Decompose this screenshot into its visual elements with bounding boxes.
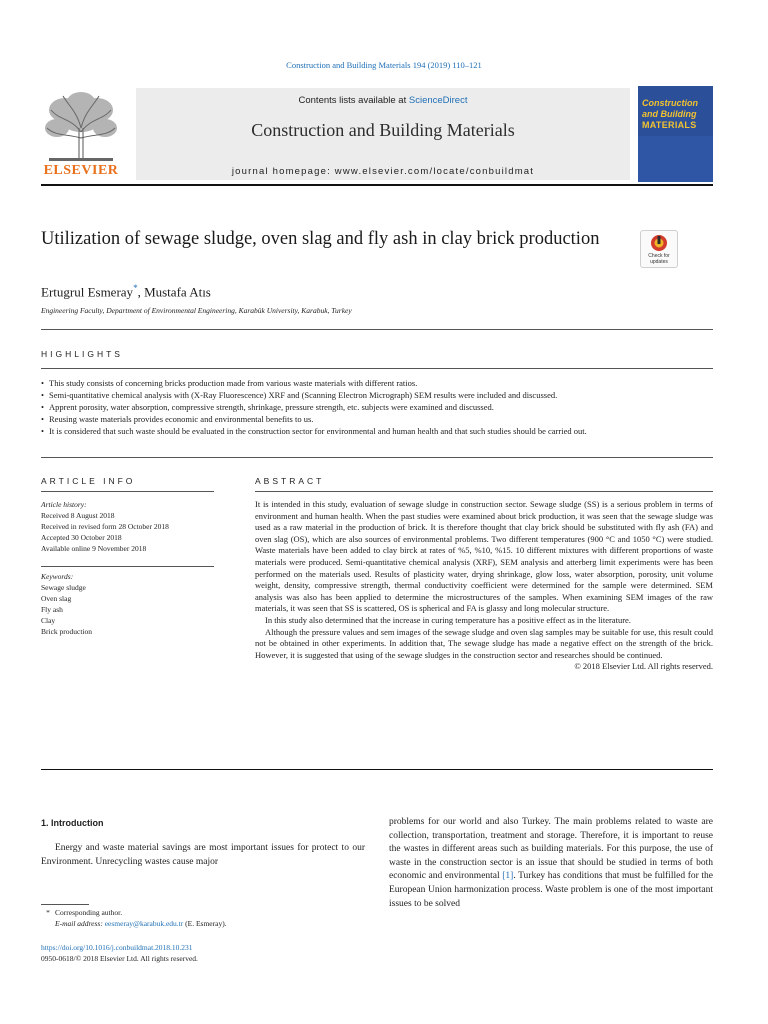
abstract-paragraph: It is intended in this study, evaluation of sewage sludge in construction sector. Sewage sludge (SS) is a serious problem in terms of environment and human health. When the past studies were examined about brick production, it was seen that the sewage sludge was used as a raw material in the production of brick. It is therefore thought that clay brick should be substituted with fly ash (FA) and oven slag (OS), which are also sources of environmental problems. Two different temperatures (900 °C and 1050 °C) were studied. Waste materials have been added to clay birck at rates of %5, %10, %15. 10 different mixtures with different proportions of waste materials were produced. Semi-quantitative chemical analysis (XRF), SEM analysis and atterberg limit experiments were has been performed on the materials used. Results of plasticity water, drying shrinkage, glow loss, water absorption, porosity, unit volume weight, density, compressive strength, thermal conductivity coefficient were determined for the sample were determined. SEM analysis was also has been applied to determine the microstructures of the samples. When examining SEM images of the raw materials, it was seen that SS is scattered, OS is spherical and FA is glassy and long molecular structure. bbox=[255, 499, 713, 614]
email-link[interactable]: eesmeray@karabuk.edu.tr bbox=[104, 919, 184, 928]
issn-line: 0950-0618/© 2018 Elsevier Ltd. All rights reserved. bbox=[41, 954, 198, 963]
keywords-label: Keywords: bbox=[41, 572, 74, 581]
check-for-updates-button[interactable] bbox=[640, 230, 678, 268]
highlight-item: • Semi-quantitative chemical analysis with (X-Ray Fluorescence) XRF and (Scanning Electron Micrograph) SEM results were included and discussed. bbox=[41, 389, 713, 401]
sciencedirect-link[interactable]: ScienceDirect bbox=[408, 95, 468, 106]
abstract-divider bbox=[255, 491, 713, 492]
footnote-divider bbox=[41, 904, 89, 905]
journal-cover[interactable] bbox=[638, 86, 713, 182]
section-divider bbox=[41, 457, 713, 458]
email-suffix: (E. Esmeray). bbox=[183, 919, 227, 928]
keyword: Brick production bbox=[41, 627, 93, 636]
keyword: Sewage sludge bbox=[41, 583, 86, 592]
article-info-heading: ARTICLE INFO bbox=[41, 476, 136, 486]
introduction-text-left: Energy and waste material savings are most important issues for protect to our Environment. Unrecycling wastes cause major bbox=[41, 843, 365, 867]
corresponding-author-text: Corresponding author. bbox=[55, 908, 123, 917]
paper-title: Utilization of sewage sludge, oven slag and fly ash in clay brick production bbox=[41, 229, 600, 249]
abstract-paragraph: In this study also determined that the increase in curing temperature has a positive effect as in the literature. bbox=[265, 614, 631, 625]
introduction-text-right bbox=[389, 816, 713, 911]
affiliation: Engineering Faculty, Department of Environmental Engineering, Karabük University, Karabuk, Turkey bbox=[41, 306, 352, 315]
header-divider bbox=[41, 184, 713, 186]
revised-date: Received in revised form 28 October 2018 bbox=[41, 522, 169, 531]
citation-link[interactable]: [1] bbox=[502, 871, 514, 882]
publisher-wordmark: ELSEVIER bbox=[43, 163, 119, 178]
journal-homepage bbox=[136, 166, 630, 177]
cover-title bbox=[642, 98, 710, 131]
keywords bbox=[41, 571, 214, 637]
intro-text: problems for our world and also Turkey. The main problems related to waste are collection, transportation, treatment and storage. Therefore, it is important to reuse the wastes in different areas such as building materials. For this purpose, the use of waste in the construction sector is an issue that should be studied in terms of both economic and environmental bbox=[389, 817, 713, 882]
keyword: Fly ash bbox=[41, 605, 63, 614]
cover-line: MATERIALS bbox=[642, 120, 697, 130]
body-divider bbox=[41, 769, 713, 770]
author-list bbox=[41, 283, 211, 300]
received-date: Received 8 August 2018 bbox=[41, 511, 115, 520]
abstract-paragraph: Although the pressure values and sem images of the sewage sludge and oven slag samples may be suitable for use, this result could not be obtained in other experiments. In addition that, The sewage sludge has made a negative effect on the strength of the brick. However, it is suggested that using of the sewage sludges in the construction sector and researches should be continued. bbox=[255, 626, 713, 660]
check-updates-icon bbox=[650, 234, 668, 252]
email-note bbox=[41, 918, 227, 929]
online-date: Available online 9 November 2018 bbox=[41, 544, 147, 553]
highlights-heading: HIGHLIGHTS bbox=[41, 349, 123, 359]
homepage-prefix: journal homepage: bbox=[231, 166, 335, 177]
highlight-item: • Apprent porosity, water absorption, compressive strength, shrinkage, pressure strength, etc. subjects were examined and discussed. bbox=[41, 401, 713, 413]
cover-line: Construction bbox=[642, 98, 698, 108]
contents-line bbox=[136, 95, 630, 106]
history-label: Article history: bbox=[41, 500, 87, 509]
article-info-divider bbox=[41, 566, 214, 567]
journal-reference[interactable]: Construction and Building Materials 194 (2019) 110–121 bbox=[286, 60, 482, 70]
cover-line: and Building bbox=[642, 109, 697, 119]
corresponding-author-note bbox=[41, 907, 122, 918]
corresponding-author-marker[interactable]: * bbox=[133, 283, 138, 293]
keyword: Oven slag bbox=[41, 594, 72, 603]
introduction-heading: 1. Introduction bbox=[41, 818, 104, 828]
contents-prefix: Contents lists available at bbox=[298, 95, 409, 106]
highlight-item: • This study consists of concerning bricks production made from various waste materials with different ratios. bbox=[41, 377, 713, 389]
copyright-notice: © 2018 Elsevier Ltd. All rights reserved. bbox=[574, 661, 713, 672]
article-history bbox=[41, 499, 214, 554]
keyword: Clay bbox=[41, 616, 56, 625]
author-name[interactable]: Mustafa Atıs bbox=[144, 284, 211, 300]
article-info-divider bbox=[41, 491, 214, 492]
section-divider bbox=[41, 368, 713, 369]
abstract-body bbox=[255, 499, 713, 673]
abstract-heading: ABSTRACT bbox=[255, 476, 325, 486]
author-name[interactable]: Ertugrul Esmeray bbox=[41, 284, 134, 300]
homepage-url[interactable]: www.elsevier.com/locate/conbuildmat bbox=[334, 166, 535, 177]
doi-link[interactable]: https://doi.org/10.1016/j.conbuildmat.2018.10.231 bbox=[41, 943, 193, 952]
section-divider bbox=[41, 329, 713, 330]
email-label: E-mail address: bbox=[55, 919, 105, 928]
accepted-date: Accepted 30 October 2018 bbox=[41, 533, 122, 542]
highlight-item: • It is considered that such waste should be evaluated in the construction sector for environmental and human health and that such studies should be carried out. bbox=[41, 425, 713, 437]
intro-text: . Turkey has conditions that must be fulfilled for the European Union harmonization process. Waste problem is one of the most important issues to be solved bbox=[389, 871, 713, 909]
journal-title: Construction and Building Materials bbox=[251, 120, 515, 140]
check-updates-label: Check for updates bbox=[648, 253, 670, 265]
author-separator: , bbox=[137, 284, 145, 300]
highlight-item: • Reusing waste materials provides economic and environmental benefits to us. bbox=[41, 413, 713, 425]
footnote-marker: * bbox=[46, 908, 50, 917]
highlights-list bbox=[41, 377, 713, 437]
